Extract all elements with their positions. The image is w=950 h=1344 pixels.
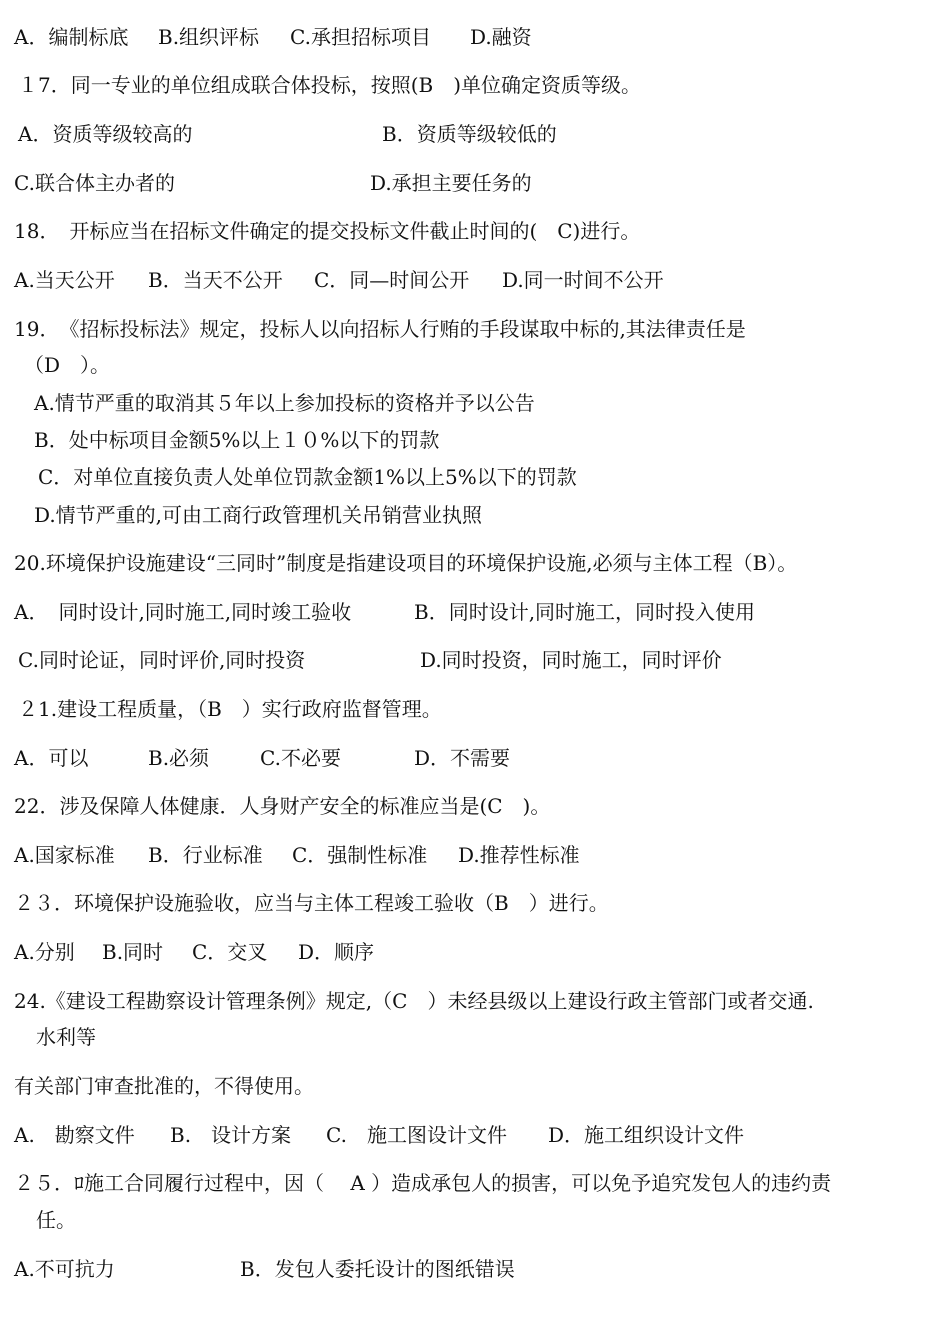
q22-option-a: A.国家标准 (14, 843, 115, 867)
q24-option-b: B. 设计方案 (170, 1123, 292, 1147)
q18-option-a: A.当天公开 (14, 268, 115, 292)
q23-option-d: D．顺序 (298, 940, 375, 964)
q17-option-a: A．资质等级较高的 (18, 122, 193, 146)
q24-option-c: C. 施工图设计文件 (326, 1123, 507, 1147)
q19-option-a: A.情节严重的取消其５年以上参加投标的资格并予以公告 (34, 391, 535, 415)
q16-option-a: A．编制标底 (14, 25, 129, 49)
q16-option-b: B.组织评标 (158, 25, 260, 49)
q17-option-d: D.承担主要任务的 (370, 171, 532, 195)
q22-option-d: D.推荐性标准 (458, 843, 580, 867)
q19-option-c: C．对单位直接负责人处单位罚款金额1%以上5%以下的罚款 (38, 465, 577, 489)
q24-stem-line1: 24.《建设工程勘察设计管理条例》规定,（C ）未经县级以上建设行政主管部门或者交通. (14, 989, 814, 1013)
q19-option-d: D.情节严重的,可由工商行政管理机关吊销营业执照 (34, 503, 483, 527)
q23-option-b: B.同时 (102, 940, 164, 964)
q16-option-c: C.承担招标项目 (290, 25, 431, 49)
q21-option-b: B.必须 (148, 746, 210, 770)
q21-option-d: D．不需要 (414, 746, 511, 770)
q19-stem-line1: 19． 《招标投标法》规定，投标人以向招标人行贿的手段谋取中标的,其法律责任是 (14, 317, 746, 341)
q18-option-c: C．同—时间公开 (314, 268, 470, 292)
q17-option-c: C.联合体主办者的 (14, 171, 175, 195)
q25-stem-line2: 任。 (36, 1208, 76, 1232)
q21-stem: ２1.建设工程质量，（B ）实行政府监督管理。 (18, 697, 442, 721)
q21-option-a: A．可以 (14, 746, 89, 770)
q16-option-d: D.融资 (470, 25, 532, 49)
q19-option-b: B．处中标项目金额5%以上１０%以下的罚款 (34, 428, 440, 452)
q23-option-a: A.分别 (14, 940, 75, 964)
q19-stem-line2: （D ）。 (24, 353, 111, 377)
q18-option-b: B．当天不公开 (148, 268, 283, 292)
q22-option-c: C．强制性标准 (292, 843, 428, 867)
q24-option-d: D．施工组织设计文件 (548, 1123, 745, 1147)
q18-stem: 18． 开标应当在招标文件确定的提交投标文件截止时间的( C)进行。 (14, 219, 641, 243)
q24-stem-line2: 水利等 (36, 1025, 96, 1049)
q17-option-b: B．资质等级较低的 (382, 122, 557, 146)
q21-option-c: C.不必要 (260, 746, 341, 770)
q24-stem-line3: 有关部门审查批准的，不得使用。 (14, 1074, 314, 1098)
q20-option-d: D.同时投资，同时施工，同时评价 (420, 648, 722, 672)
q25-option-a: A.不可抗力 (14, 1257, 115, 1281)
q24-option-a: A. 勘察文件 (14, 1123, 135, 1147)
q22-stem: 22．涉及保障人体健康．人身财产安全的标准应当是(C )。 (14, 794, 551, 818)
q25-stem-line1: ２５．ﾛ施工合同履行过程中，因（ A ）造成承包人的损害，可以免予追究发包人的违约责 (14, 1171, 832, 1195)
q18-option-d: D.同一时间不公开 (502, 268, 664, 292)
q23-stem: ２３．环境保护设施验收，应当与主体工程竣工验收（B ）进行。 (14, 891, 609, 915)
q17-stem: １7．同一专业的单位组成联合体投标，按照(B )单位确定资质等级。 (18, 73, 642, 97)
q20-option-a: A． 同时设计,同时施工,同时竣工验收 (14, 600, 352, 624)
q20-option-c: C.同时论证，同时评价,同时投资 (18, 648, 306, 672)
q20-option-b: B．同时设计,同时施工，同时投入使用 (414, 600, 756, 624)
q25-option-b: B．发包人委托设计的图纸错误 (240, 1257, 515, 1281)
q22-option-b: B．行业标准 (148, 843, 263, 867)
q20-stem: 20.环境保护设施建设“三同时”制度是指建设项目的环境保护设施,必须与主体工程（B）。 (14, 551, 798, 575)
q23-option-c: C．交叉 (192, 940, 268, 964)
